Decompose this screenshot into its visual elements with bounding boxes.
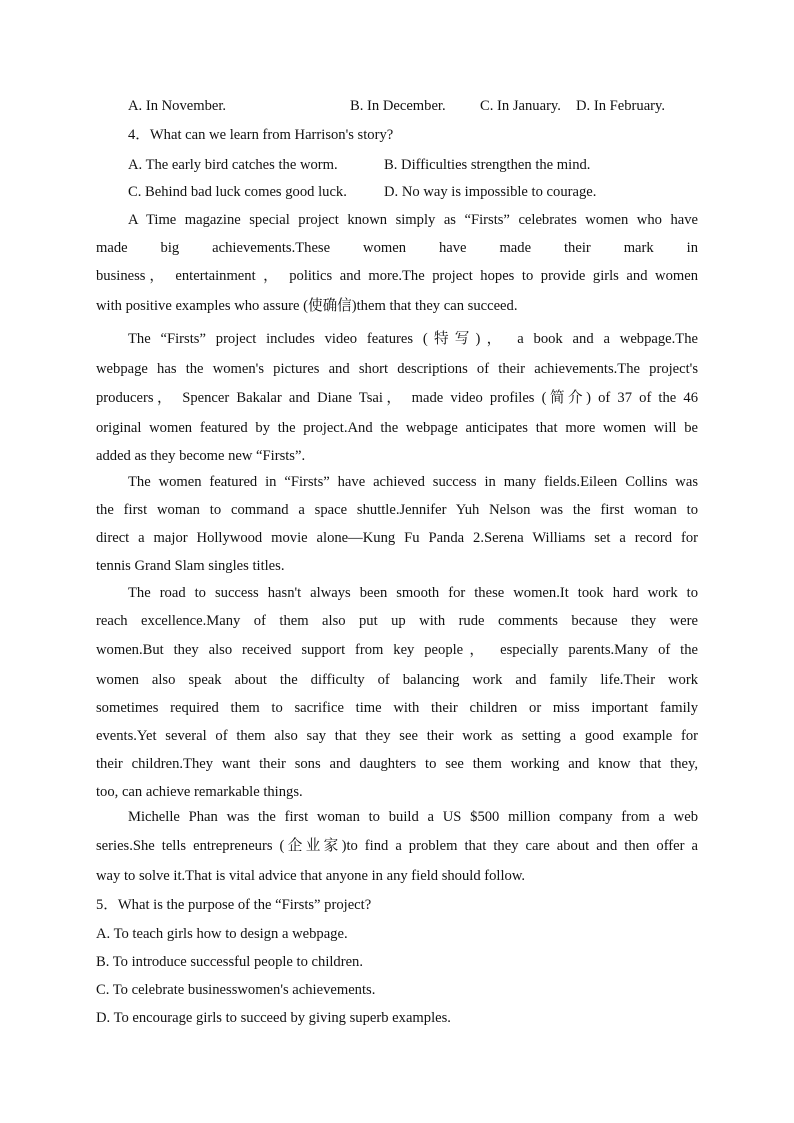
paragraph-line: women.But they also received support from key people， especially parents.Many of the xyxy=(96,642,698,658)
q4-option-c: C. Behind bad luck comes good luck. xyxy=(128,184,347,200)
paragraph-line: way to solve it.That is vital advice that anyone in any field should follow. xyxy=(96,868,526,884)
q3-option-b: B. In December. xyxy=(350,98,446,114)
q3-option-c: C. In January. xyxy=(480,98,561,114)
q5-option-d: D. To encourage girls to succeed by giving superb examples. xyxy=(96,1010,451,1026)
paragraph-line: the first woman to command a space shuttle.Jennifer Yuh Nelson was the first woman to xyxy=(96,502,698,518)
q4-option-a: A. The early bird catches the worm. xyxy=(128,157,338,173)
q5-question: 5．What is the purpose of the “Firsts” project? xyxy=(96,897,372,913)
paragraph-line: The women featured in “Firsts” have achieved success in many fields.Eileen Collins was xyxy=(128,474,698,490)
paragraph-line: events.Yet several of them also say that they see their work as setting a good example for xyxy=(96,728,698,744)
q5-option-a: A. To teach girls how to design a webpage. xyxy=(96,926,348,942)
passage-paragraph-3 xyxy=(96,472,698,584)
paragraph-line: women also speak about the difficulty of balancing work and family life.Their work xyxy=(96,672,698,688)
paragraph-line: Michelle Phan was the first woman to build a US $500 million company from a web xyxy=(128,809,698,825)
paragraph-line: made big achievements.These women have made their mark in xyxy=(96,240,698,256)
paragraph-line: original women featured by the project.And the webpage anticipates that more women will be xyxy=(96,420,698,436)
paragraph-line: The road to success hasn't always been smooth for these women.It took hard work to xyxy=(128,585,698,601)
passage-paragraph-5 xyxy=(96,807,698,894)
q3-option-d: D. In February. xyxy=(576,98,666,114)
paragraph-line: business， entertainment ， politics and more.The project hopes to provide girls and women xyxy=(96,268,698,284)
paragraph-line: their children.They want their sons and daughters to see them working and know that they, xyxy=(96,756,698,772)
paragraph-line: series.She tells entrepreneurs (企业家)to find a problem that they care about and then offer a xyxy=(96,838,698,854)
passage-paragraph-1 xyxy=(96,210,698,324)
paragraph-line: reach excellence.Many of them also put up with rude comments because they were xyxy=(96,613,698,629)
q4-question: 4．What can we learn from Harrison's story? xyxy=(128,127,394,143)
passage-paragraph-2 xyxy=(96,329,698,474)
paragraph-line: A Time magazine special project known simply as “Firsts” celebrates women who have xyxy=(128,212,698,228)
passage-paragraph-4 xyxy=(96,583,698,810)
paragraph-line: webpage has the women's pictures and short descriptions of their achievements.The project's xyxy=(96,361,698,377)
q4-option-d: D. No way is impossible to courage. xyxy=(384,184,597,200)
paragraph-line: The “Firsts” project includes video features (特写)， a book and a webpage.The xyxy=(128,331,698,347)
paragraph-line: with positive examples who assure (使确信)them that they can succeed. xyxy=(96,298,518,314)
paragraph-line: too, can achieve remarkable things. xyxy=(96,784,303,800)
paragraph-line: producers， Spencer Bakalar and Diane Tsai， made video profiles (简介) of 37 of the 46 xyxy=(96,390,698,406)
paragraph-line: direct a major Hollywood movie alone—Kung Fu Panda 2.Serena Williams set a record for xyxy=(96,530,698,546)
q4-option-b: B. Difficulties strengthen the mind. xyxy=(384,157,591,173)
paragraph-line: tennis Grand Slam singles titles. xyxy=(96,558,285,574)
paragraph-line: added as they become new “Firsts”. xyxy=(96,448,306,464)
q3-option-a: A. In November. xyxy=(128,98,227,114)
paragraph-line: sometimes required them to sacrifice time with their children or miss important family xyxy=(96,700,698,716)
q5-option-b: B. To introduce successful people to children. xyxy=(96,954,364,970)
q5-option-c: C. To celebrate businesswomen's achievements. xyxy=(96,982,376,998)
